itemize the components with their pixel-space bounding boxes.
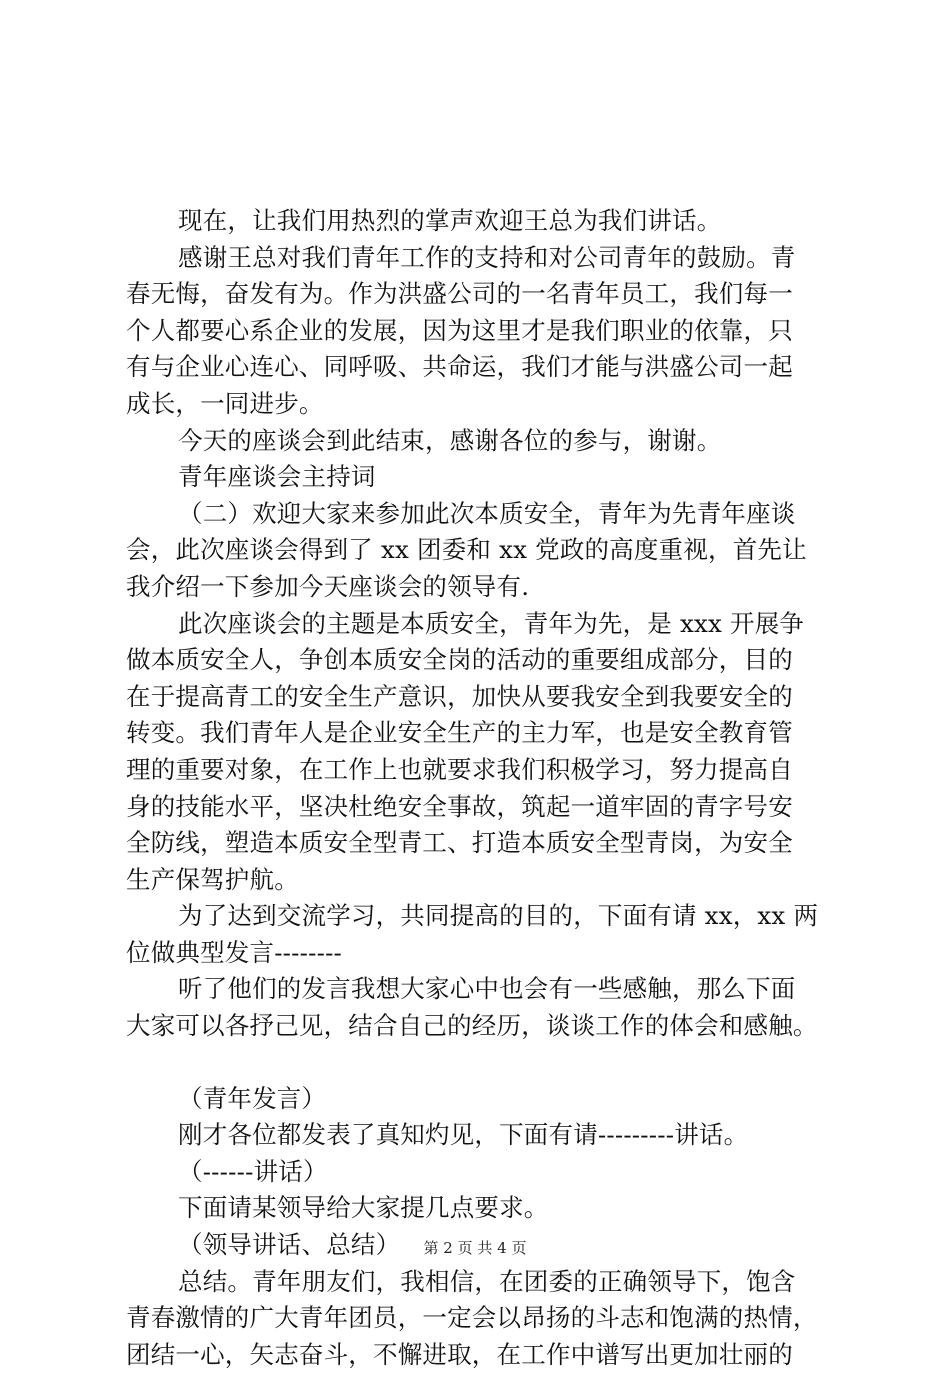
text-line: 做本质安全人，争创本质安全岗的活动的重要组成部分，目的 [126, 645, 793, 675]
text-line: 生产保驾护航。 [126, 864, 299, 894]
text-line: 今天的座谈会到此结束，感谢各位的参与，谢谢。 [178, 425, 722, 455]
text-line: 在于提高青工的安全生产意识，加快从要我安全到我要安全的 [126, 681, 793, 711]
text-line: （青年发言） [178, 1083, 327, 1113]
text-line: 总结。青年朋友们，我相信，在团委的正确领导下，饱含 [178, 1266, 796, 1296]
text-line: 刚才各位都发表了真知灼见，下面有请---------讲话。 [178, 1120, 749, 1150]
text-line: 大家可以各抒己见，结合自己的经历，谈谈工作的体会和感触。 [126, 1011, 818, 1041]
text-line: 青年座谈会主持词 [178, 462, 376, 492]
text-line: （领导讲话、总结） [178, 1230, 401, 1260]
text-line: 位做典型发言-------- [126, 937, 343, 967]
text-line: 个人都要心系企业的发展，因为这里才是我们职业的依靠，只 [126, 315, 793, 345]
text-line: （二）欢迎大家来参加此次本质安全，青年为先青年座谈 [178, 498, 796, 528]
text-line: 现在，让我们用热烈的掌声欢迎王总为我们讲话。 [178, 206, 722, 235]
document-body [126, 203, 846, 1373]
text-line: 转变。我们青年人是企业安全生产的主力军，也是安全教育管 [126, 718, 793, 748]
text-line: 为了达到交流学习，共同提高的目的，下面有请 xx，xx 两 [178, 901, 819, 931]
text-line: 我介绍一下参加今天座谈会的领导有. [126, 571, 530, 601]
page-footer: 第 2 页 共 4 页 [423, 1239, 527, 1257]
text-line: 成长，一同进步。 [126, 388, 324, 418]
text-line: 青春激情的广大青年团员，一定会以昂扬的斗志和饱满的热情， [126, 1303, 818, 1333]
text-line: 此次座谈会的主题是本质安全，青年为先，是 xxx 开展争 [178, 608, 805, 638]
text-line: 下面请某领导给大家提几点要求。 [178, 1193, 549, 1223]
text-line: 听了他们的发言我想大家心中也会有一些感触，那么下面 [178, 974, 796, 1004]
text-line: 有与企业心连心、同呼吸、共命运，我们才能与洪盛公司一起 [126, 352, 793, 382]
text-line: 理的重要对象，在工作上也就要求我们积极学习，努力提高自 [126, 754, 793, 784]
text-line: 春无悔，奋发有为。作为洪盛公司的一名青年员工，我们每一 [126, 279, 793, 309]
blank-line [126, 1045, 846, 1081]
text-line: 团结一心，矢志奋斗，不懈进取，在工作中谱写出更加壮丽的 [126, 1339, 793, 1369]
text-line: 会，此次座谈会得到了 xx 团委和 xx 党政的高度重视，首先让 [126, 535, 807, 565]
text-line: 感谢王总对我们青年工作的支持和对公司青年的鼓励。青 [178, 242, 796, 272]
text-line: 全防线，塑造本质安全型青工、打造本质安全型青岗，为安全 [126, 828, 793, 858]
text-line: （------讲话） [178, 1156, 328, 1186]
text-line: 身的技能水平，坚决杜绝安全事故，筑起一道牢固的青字号安 [126, 791, 793, 821]
